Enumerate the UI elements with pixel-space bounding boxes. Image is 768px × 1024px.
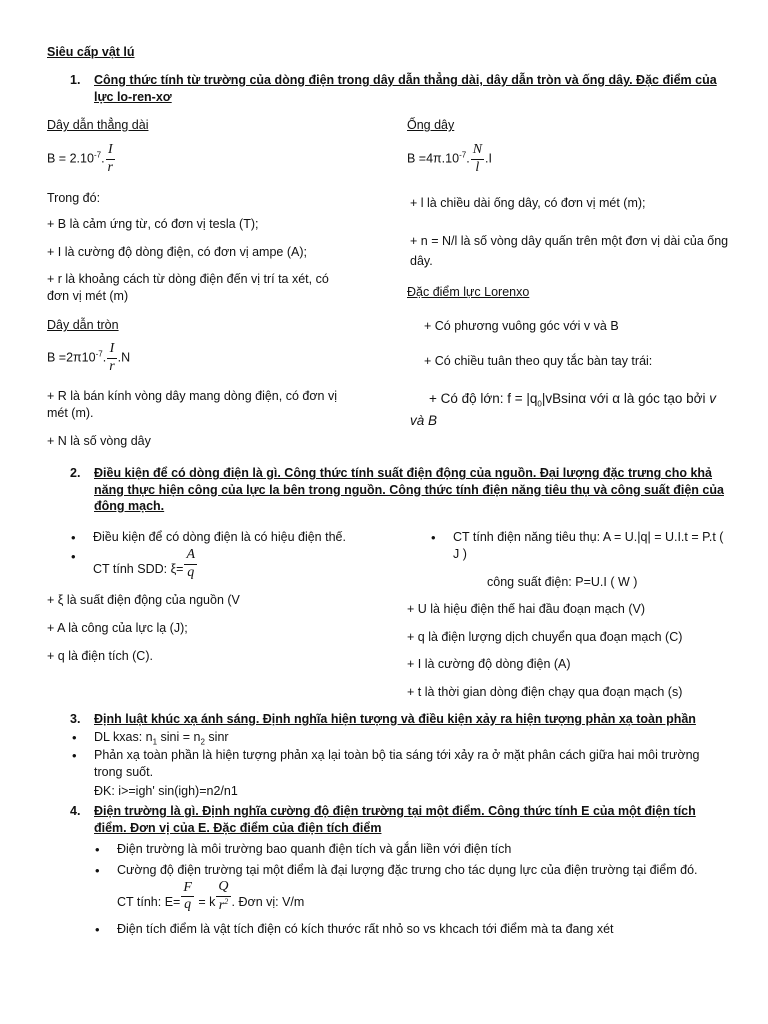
lorentz-title: Đặc điểm lực Lorenxo — [407, 285, 530, 299]
straight-line-2: + I là cường độ dòng điện, có đơn vị ampe (A); — [47, 245, 307, 259]
s2-right-line-4: + t là thời gian dòng điện chạy qua đoạn mạch (s) — [407, 685, 683, 699]
lorentz-line-1: + Có phương vuông góc với v và B — [424, 319, 619, 333]
straight-line-3: + r là khoảng cách từ dòng điện đến vị trí ta xét, có đơn vị mét (m) — [47, 272, 329, 303]
lorentz-line-2: + Có chiều tuân theo quy tắc bàn tay trái: — [424, 354, 653, 368]
section-3-heading: Định luật khúc xạ ánh sáng. Định nghĩa hiện tượng và điều kiện xảy ra hiện tượng phản xạ toàn phần — [94, 712, 696, 726]
s2-right-bullet-1: • CT tính điện năng tiêu thụ: A = U.|q| = U.I.t = P.t ( J ) — [453, 529, 728, 562]
solenoid-title: Ống dây — [407, 118, 455, 132]
s2-left-bullet-1: • Điều kiện để có dòng điện là có hiệu điện thế. — [93, 529, 346, 546]
page-title: Siêu cấp vật lú — [47, 45, 135, 59]
circular-line-2: + N là số vòng dây — [47, 434, 151, 448]
solenoid-line-1: + l là chiều dài ống dây, có đơn vị mét (m); — [410, 196, 646, 210]
s2-left-line-3: + q là điện tích (C). — [47, 649, 153, 663]
circular-line-1: + R là bán kính vòng dây mang dòng điện, có đơn vị mét (m). — [47, 389, 337, 420]
power-formula: công suất điện: P=U.I ( W ) — [487, 575, 638, 589]
section-1-number: 1. — [70, 73, 81, 87]
total-reflection-definition: • Phản xạ toàn phần là hiện tượng phản xạ lại toàn bộ tia sáng tới xảy ra ở mặt phân cách giữa hai môi trường trong suốt. — [94, 747, 724, 780]
section-4-number: 4. — [70, 804, 81, 818]
s4-bullet-3: • Điện tích điểm là vật tích điện có kích thước rất nhỏ so vs khcach tới điểm mà ta đang xét — [117, 921, 614, 938]
lorentz-magnitude: + Có độ lớn: $f = |q_0|vBsin\alpha$ với α là góc tạo bởi v và B — [410, 391, 717, 429]
straight-line-1: + B là cảm ứng từ, có đơn vị tesla (T); — [47, 217, 259, 231]
section-2-number: 2. — [70, 466, 81, 480]
refraction-law: • DL kxas: $n_1$ $\sin i = n_2$ sinr — [94, 729, 229, 748]
solenoid-formula: $B =4\pi.10^{-7}$. $\frac{N}{l}$ .I — [407, 142, 492, 175]
section-2-heading: Điều kiện để có dòng điện là gì. Công thức tính suất điện động của nguồn. Đại lượng đặc trưng cho khả năng thực hiện công của lực la bên trong nguồn. Công thức tính điện năng tiêu thụ và công suất điện của đông mạch. — [94, 466, 724, 513]
circular-wire-title: Dây dẫn tròn — [47, 318, 119, 332]
total-reflection-condition: ĐK: i>=igh' sin(igh)=n2/n1 — [94, 784, 238, 798]
section-3-number: 3. — [70, 712, 81, 726]
s2-left-line-1: + ξ là suất điện động của nguồn (V — [47, 593, 240, 607]
solenoid-line-2: + n = N/l là số vòng dây quấn trên một đơn vị dài của ống dây. — [410, 234, 729, 268]
s2-right-line-1: + U là hiệu điện thế hai đầu đoạn mạch (V) — [407, 602, 646, 616]
s2-left-line-2: + A là công của lực lạ (J); — [47, 621, 188, 635]
s2-right-line-2: + q là điện lượng dịch chuyển qua đoạn mạch (C) — [407, 630, 683, 644]
where-label: Trong đó: — [47, 191, 101, 205]
straight-wire-formula: $B = 2.10^{-7}$. $\frac{I}{r}$ — [47, 142, 113, 175]
straight-wire-title: Dây dẫn thẳng dài — [47, 118, 149, 132]
s4-bullet-1: • Điện trường là môi trường bao quanh điện tích và gắn liền với điện tích — [117, 841, 511, 858]
section-1-heading: Công thức tính từ trường của dòng điện trong dây dẫn thẳng dài, dây dẫn tròn và ống dây. Đặc điểm của lực lo-ren-xơ — [94, 73, 717, 104]
sdd-formula: • CT tính SDD: ξ= $\frac{A}{q}$ — [93, 548, 198, 580]
section-4-heading: Điện trường là gì. Định nghĩa cường độ điện trường tại một điểm. Công thức tính E của một điện tích điểm. Đơn vị của E. Đặc điểm của điện tích điểm — [94, 804, 696, 835]
s2-right-line-3: + I là cường độ dòng điện (A) — [407, 657, 571, 671]
circular-wire-formula: $B =2\pi 10^{-7}$. $\frac{I}{r}$ .N — [47, 341, 131, 374]
electric-field-formula: CT tính: E= $\frac{F}{q}$ = k $\frac{Q}{r^2}$ . Đơn vị: V/m — [117, 879, 305, 913]
s4-bullet-2: • Cường độ điện trường tại một điểm là đại lượng đặc trưng cho tác dụng lực của điện trường tại điểm đó. — [117, 862, 698, 879]
